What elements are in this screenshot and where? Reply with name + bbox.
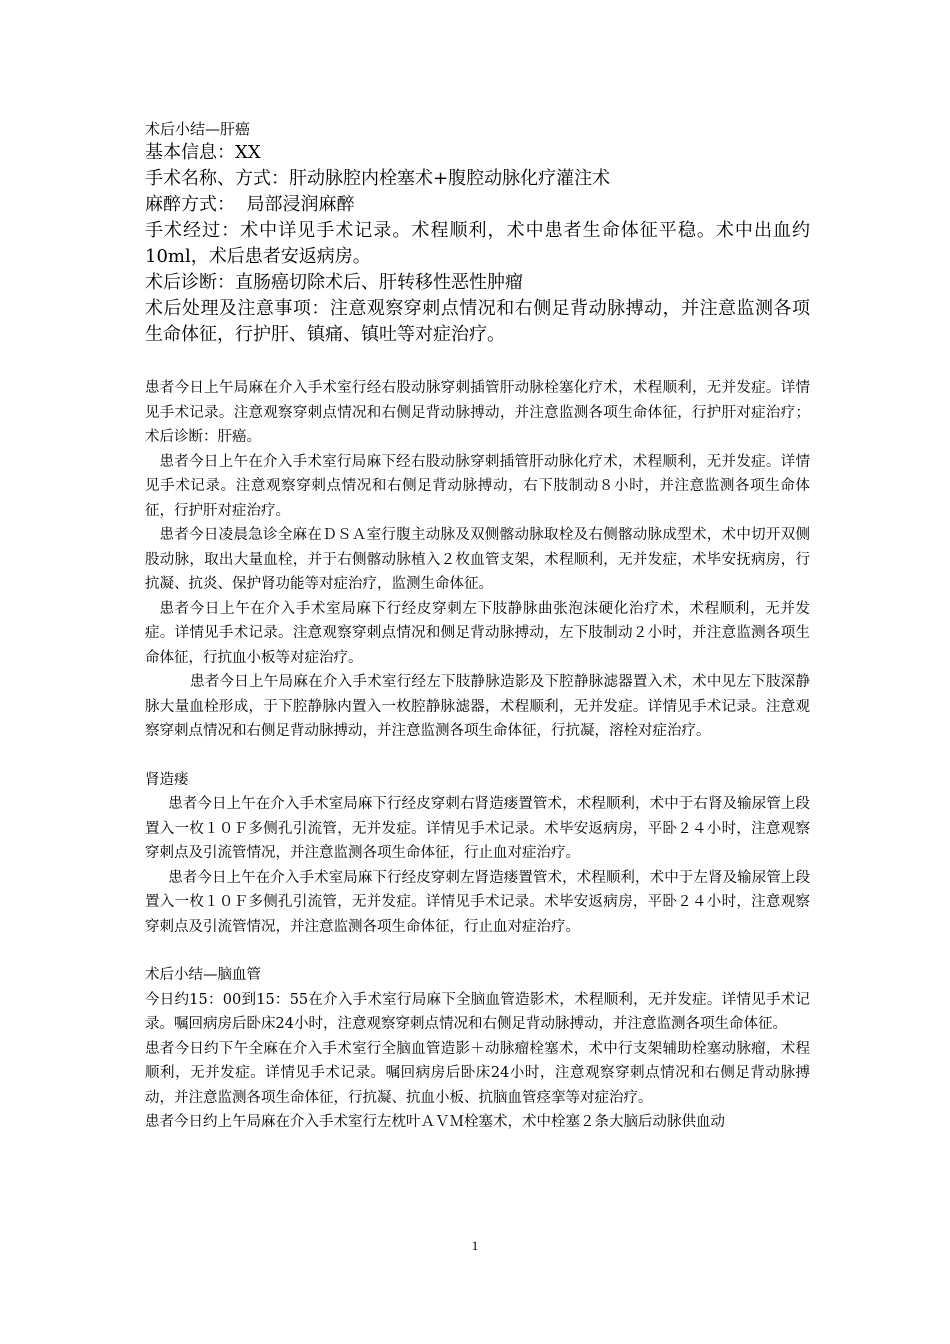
note-paragraph: 患者今日上午局麻在介入手术室行经右股动脉穿刺插管肝动脉栓塞化疗术，术程顺利，无并发症。详情见手术记录。注意观察穿刺点情况和右侧足背动脉搏动，并注意监测各项生命体征，行护肝对症治疗；术后诊断：肝癌。: [145, 380, 810, 445]
brain-note: 患者今日约下午全麻在介入手术室行全脑血管造影＋动脉瘤栓塞术，术中行支架辅助栓塞动脉瘤，术程顺利，无并发症。详情见手术记录。嘱回病房后卧床24小时，注意观察穿刺点情况和右侧足背动脉搏动，并注意监测各项生命体征，行抗凝、抗血小板、抗脑血管痉挛等对症治疗。: [145, 1040, 810, 1106]
postop-diagnosis: 术后诊断：直肠癌切除术后、肝转移性恶性肿瘤: [145, 272, 523, 293]
spacer: [145, 744, 810, 768]
anesthesia-method: 麻醉方式： 局部浸润麻醉: [145, 194, 355, 215]
kidney-note: 患者今日上午在介入手术室局麻下行经皮穿刺左肾造瘘置管术，术程顺利，术中于左肾及输尿管上段置入一枚１０Ｆ多侧孔引流管，无并发症。详情见手术记录。术毕安返病房，平卧２４小时，注意观察穿刺点及引流管情况，并注意监测各项生命体征，行止血对症治疗。: [145, 869, 810, 935]
surgery-process: 手术经过：术中详见手术记录。术程顺利，术中患者生命体征平稳。术中出血约10ml，术后患者安返病房。: [145, 220, 810, 267]
surgery-name: 手术名称、方式：肝动脉腔内栓塞术+腹腔动脉化疗灌注术: [145, 168, 611, 189]
section-liver-title: 术后小结—肝癌: [145, 120, 251, 138]
note-paragraph: 患者今日凌晨急诊全麻在ＤＳＡ室行腹主动脉及双侧髂动脉取栓及右侧髂动脉成型术，术中切开双侧股动脉，取出大量血栓，并于右侧髂动脉植入２枚血管支架，术程顺利，无并发症，术毕安抚病房，行抗凝、抗炎、保护肾功能等对症治疗，监测生命体征。: [145, 527, 810, 592]
note-paragraph: 患者今日上午在介入手术室行局麻下经右股动脉穿刺插管肝动脉化疗术，术程顺利，无并发症。详情见手术记录。注意观察穿刺点情况和右侧足背动脉搏动，右下肢制动８小时，并注意监测各项生命体征，行护肝对症治疗。: [145, 453, 810, 519]
brain-note: 今日约15：00到15：55在介入手术室行局麻下全脑血管造影术，术程顺利，无并发症。详情见手术记录。嘱回病房后卧床24小时，注意观察穿刺点情况和右侧足背动脉搏动，并注意监测各项生命体征。: [145, 991, 810, 1032]
kidney-note: 患者今日上午在介入手术室局麻下行经皮穿刺右肾造瘘置管术，术程顺利，术中于右肾及输尿管上段置入一枚１０Ｆ多侧孔引流管，无并发症。详情见手术记录。术毕安返病房，平卧２４小时，注意观察穿刺点及引流管情况，并注意监测各项生命体征，行止血对症治疗。: [145, 796, 810, 861]
note-paragraph: 患者今日上午局麻在介入手术室行经左下肢静脉造影及下腔静脉滤器置入术，术中见左下肢深静脉大量血栓形成，于下腔静脉内置入一枚腔静脉滤器，术程顺利，无并发症。详情见手术记录。注意观察穿刺点情况和右侧足背动脉搏动，并注意监测各项生命体征，行抗凝，溶栓对症治疗。: [145, 674, 810, 739]
postop-care: 术后处理及注意事项：注意观察穿刺点情况和右侧足背动脉搏动，并注意监测各项生命体征，行护肝、镇痛、镇吐等对症治疗。: [145, 298, 810, 345]
spacer: [145, 348, 810, 376]
spacer: [145, 939, 810, 963]
brain-note: 患者今日约上午局麻在介入手术室行左枕叶ＡＶＭ栓塞术，术中栓塞２条大脑后动脉供血动: [145, 1114, 725, 1130]
note-paragraph: 患者今日上午在介入手术室局麻下行经皮穿刺左下肢静脉曲张泡沫硬化治疗术，术程顺利，无并发症。详情见手术记录。注意观察穿刺点情况和侧足背动脉搏动，左下肢制动２小时，并注意监测各项生命体征，行抗血小板等对症治疗。: [145, 600, 810, 666]
document-body: [145, 118, 810, 1135]
section-brain-title: 术后小结—脑血管: [145, 967, 261, 983]
page-number: 1: [471, 1238, 479, 1253]
basic-info: 基本信息：XX: [145, 142, 261, 163]
section-kidney-title: 肾造瘘: [145, 771, 189, 788]
